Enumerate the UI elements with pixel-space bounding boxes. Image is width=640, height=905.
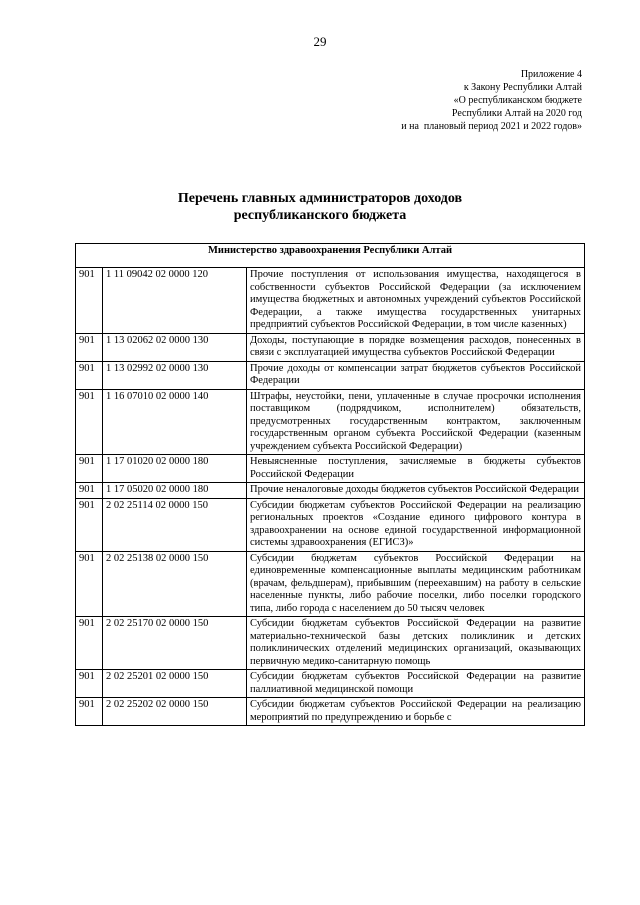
description-cell: Прочие неналоговые доходы бюджетов субъектов Российской Федерации — [247, 483, 585, 499]
revenue-code-cell: 2 02 25114 02 0000 150 — [103, 498, 247, 551]
admin-code-cell: 901 — [76, 498, 103, 551]
table-row — [76, 551, 585, 617]
description-cell: Прочие поступления от использования имущества, находящегося в собственности субъектов Российской Федерации (за исключением имущества бюджетных и автономных учреждений субъектов Российской Федерации, а также имущества государственных унитарных предприятий субъектов Российской Федерации, в том числе казенных) — [247, 268, 585, 334]
table-row — [76, 389, 585, 455]
admin-code-cell: 901 — [76, 361, 103, 389]
revenue-administrators-table — [75, 243, 585, 726]
table-row — [76, 333, 585, 361]
table-row — [76, 498, 585, 551]
appendix-line: «О республиканском бюджете — [453, 95, 582, 106]
ministry-name: Министерство здравоохранения Республики Алтай — [76, 244, 585, 268]
description-cell: Прочие доходы от компенсации затрат бюджетов субъектов Российской Федерации — [247, 361, 585, 389]
description-cell: Субсидии бюджетам субъектов Российской Федерации на развитие материально-технической базы детских поликлиник и детских поликлинических отделений медицинских организаций, оказывающих первичную медико-санитарную помощь — [247, 617, 585, 670]
title-line: Перечень главных администраторов доходов — [177, 191, 463, 206]
description-cell: Субсидии бюджетам субъектов Российской Федерации на реализацию мероприятий по предупреждению и борьбе с — [247, 698, 585, 726]
table-row — [76, 670, 585, 698]
table-row — [76, 455, 585, 483]
revenue-code-cell: 2 02 25202 02 0000 150 — [103, 698, 247, 726]
revenue-code-cell: 1 16 07010 02 0000 140 — [103, 389, 247, 455]
table-row — [76, 361, 585, 389]
revenue-code-cell: 1 11 09042 02 0000 120 — [103, 268, 247, 334]
admin-code-cell: 901 — [76, 455, 103, 483]
table-row — [76, 268, 585, 334]
description-cell: Доходы, поступающие в порядке возмещения расходов, понесенных в связи с эксплуатацией имущества субъектов Российской Федерации — [247, 333, 585, 361]
revenue-code-cell: 1 17 01020 02 0000 180 — [103, 455, 247, 483]
appendix-line: Приложение 4 — [520, 69, 582, 80]
appendix-line: и на плановый период 2021 и 2022 годов» — [401, 121, 582, 132]
description-cell: Невыясненные поступления, зачисляемые в бюджеты субъектов Российской Федерации — [247, 455, 585, 483]
revenue-code-cell: 1 17 05020 02 0000 180 — [103, 483, 247, 499]
description-cell: Субсидии бюджетам субъектов Российской Федерации на реализацию региональных проектов «Создание единого цифрового контура в здравоохранении на основе единой государственной информационной системы здравоохранения (ЕГИСЗ)» — [247, 498, 585, 551]
appendix-header — [401, 68, 582, 133]
document-title — [0, 190, 640, 224]
revenue-code-cell: 2 02 25201 02 0000 150 — [103, 670, 247, 698]
revenue-code-cell: 1 13 02992 02 0000 130 — [103, 361, 247, 389]
admin-code-cell: 901 — [76, 670, 103, 698]
admin-code-cell: 901 — [76, 389, 103, 455]
page-number: 29 — [313, 34, 327, 49]
admin-code-cell: 901 — [76, 268, 103, 334]
description-cell: Субсидии бюджетам субъектов Российской Федерации на развитие паллиативной медицинской помощи — [247, 670, 585, 698]
revenue-code-cell: 2 02 25138 02 0000 150 — [103, 551, 247, 617]
table-row — [76, 698, 585, 726]
description-cell: Субсидии бюджетам субъектов Российской Федерации на единовременные компенсационные выплаты медицинским работникам (врачам, фельдшерам), прибывшим (переехавшим) на работу в сельские населенные пункты, либо рабочие поселки, либо поселки городского типа, либо города с населением до 50 тысяч человек — [247, 551, 585, 617]
admin-code-cell: 901 — [76, 698, 103, 726]
revenue-code-cell: 1 13 02062 02 0000 130 — [103, 333, 247, 361]
admin-code-cell: 901 — [76, 483, 103, 499]
admin-code-cell: 901 — [76, 617, 103, 670]
description-cell: Штрафы, неустойки, пени, уплаченные в случае просрочки исполнения поставщиком (подрядчиком, исполнителем) обязательств, предусмотренных государственным контрактом, заключенным государственным органом субъекта Российской Федерации (казенным учреждением субъекта Российской Федерации) — [247, 389, 585, 455]
title-line: республиканского бюджета — [233, 208, 407, 223]
table-row — [76, 617, 585, 670]
admin-code-cell: 901 — [76, 551, 103, 617]
ministry-header-row — [76, 244, 585, 268]
revenue-code-cell: 2 02 25170 02 0000 150 — [103, 617, 247, 670]
appendix-line: к Закону Республики Алтай — [463, 82, 582, 93]
table-row — [76, 483, 585, 499]
appendix-line: Республики Алтай на 2020 год — [451, 108, 582, 119]
admin-code-cell: 901 — [76, 333, 103, 361]
